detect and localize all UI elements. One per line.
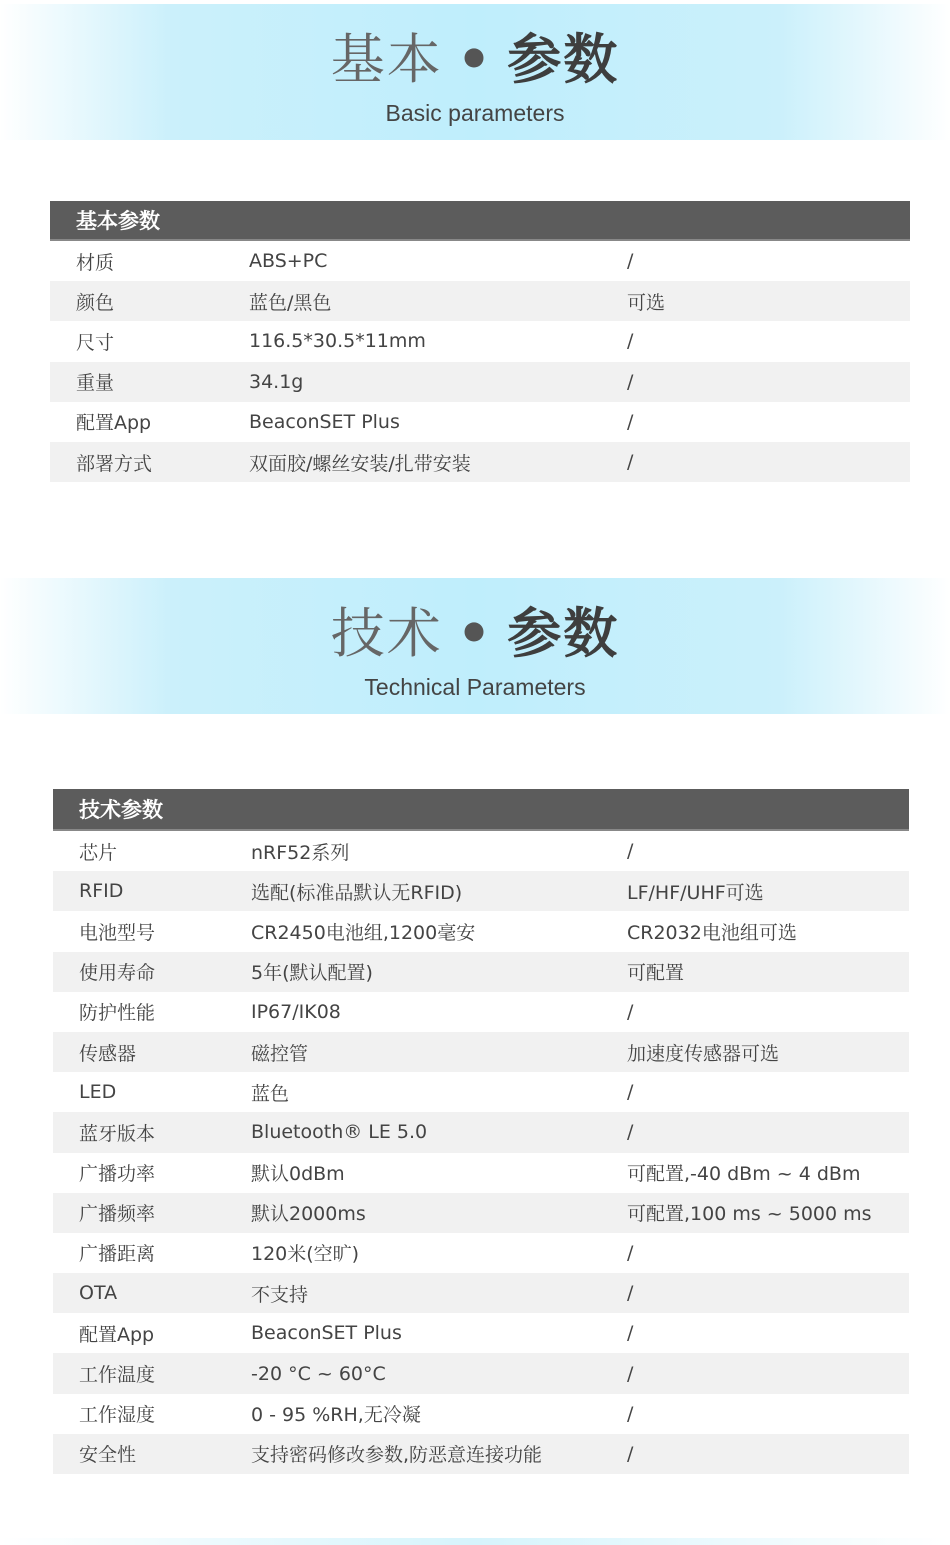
cell-value: 0 - 95 %RH,无冷凝 (251, 1404, 421, 1427)
cell-name: 传感器 (79, 1042, 137, 1065)
cell-name: RFID (79, 880, 124, 903)
cell-note: / (627, 1442, 634, 1465)
table-header: 基本参数 (50, 201, 910, 241)
cell-name: 广播功率 (79, 1163, 156, 1186)
table-body (53, 831, 909, 1474)
cell-value: IP67/IK08 (251, 1000, 341, 1023)
title-dot: • (456, 28, 494, 91)
cell-name: 广播频率 (79, 1203, 156, 1226)
cell-name: 材质 (76, 251, 115, 274)
table-row (50, 442, 910, 482)
cell-name: 蓝牙版本 (79, 1122, 156, 1145)
cell-value: BeaconSET Plus (251, 1322, 402, 1345)
technical-parameters-banner (0, 578, 950, 714)
cell-value: 默认2000ms (251, 1203, 366, 1226)
cell-value: ABS+PC (249, 250, 328, 273)
cell-note: CR2032电池组可选 (627, 921, 797, 944)
cell-value: -20 °C ~ 60°C (251, 1362, 386, 1385)
section-title (0, 602, 950, 666)
cell-note: / (627, 1121, 634, 1144)
table-row (53, 1112, 909, 1152)
cell-note: LF/HF/UHF可选 (627, 881, 764, 904)
basic-parameters-table (50, 201, 910, 482)
cell-value: 5年(默认配置) (251, 962, 373, 985)
table-row (50, 281, 910, 321)
technical-parameters-table (53, 789, 909, 1474)
table-row (50, 402, 910, 442)
title-bold-text: 参数 (507, 28, 620, 91)
cell-name: 配置App (79, 1323, 155, 1346)
table-row (53, 1072, 909, 1112)
cell-note: 可配置,-40 dBm ~ 4 dBm (627, 1163, 861, 1186)
cell-value: 不支持 (251, 1283, 309, 1306)
table-row (50, 241, 910, 281)
cell-note: / (627, 1362, 634, 1385)
table-row (50, 321, 910, 361)
cell-note: / (627, 1000, 634, 1023)
cell-name: 芯片 (79, 841, 118, 864)
cell-value: CR2450电池组,1200毫安 (251, 921, 476, 944)
cell-note: 可选 (627, 291, 666, 314)
title-dot: • (456, 602, 494, 665)
section-title (0, 28, 950, 92)
cell-value: 34.1g (249, 370, 304, 393)
table-row (53, 1394, 909, 1434)
table-row (53, 1153, 909, 1193)
cell-note: / (627, 1081, 634, 1104)
cell-value: Bluetooth® LE 5.0 (251, 1121, 428, 1144)
cell-note: / (627, 1282, 634, 1305)
cell-value: 默认0dBm (251, 1163, 345, 1186)
table-header: 技术参数 (53, 789, 909, 831)
table-row (53, 1353, 909, 1393)
section-subtitle: Technical Parameters (364, 674, 586, 700)
cell-value: 蓝色/黑色 (249, 291, 332, 314)
cell-name: LED (79, 1081, 117, 1104)
cell-note: / (627, 410, 634, 433)
cell-note: / (627, 370, 634, 393)
cell-value: 双面胶/螺丝安装/扎带安装 (249, 452, 471, 475)
table-row (53, 1313, 909, 1353)
cell-note: / (627, 451, 634, 474)
title-light-text: 技术 (330, 602, 443, 665)
cell-value: nRF52系列 (251, 841, 350, 864)
cell-name: 使用寿命 (79, 962, 156, 985)
table-row (53, 952, 909, 992)
table-row (53, 1193, 909, 1233)
cell-note: 可配置,100 ms ~ 5000 ms (627, 1203, 872, 1226)
cell-note: / (627, 330, 634, 353)
table-row (53, 871, 909, 911)
cell-name: 颜色 (76, 291, 115, 314)
cell-value: 蓝色 (251, 1082, 290, 1105)
cell-name: 防护性能 (79, 1002, 156, 1025)
title-light-text: 基本 (330, 28, 443, 91)
cell-name: 配置App (76, 412, 152, 435)
cell-value: 磁控管 (251, 1042, 309, 1065)
cell-value: 120米(空旷) (251, 1243, 360, 1266)
table-row (53, 1233, 909, 1273)
basic-parameters-banner (0, 4, 950, 140)
cell-name: 电池型号 (79, 921, 156, 944)
table-row (53, 911, 909, 951)
table-body (50, 241, 910, 482)
cell-name: 尺寸 (76, 331, 115, 354)
cell-value: BeaconSET Plus (249, 410, 400, 433)
table-row (53, 992, 909, 1032)
cell-name: 工作温度 (79, 1364, 156, 1387)
bottom-decor (0, 1538, 950, 1545)
section-subtitle: Basic parameters (385, 100, 565, 126)
cell-name: OTA (79, 1282, 118, 1305)
table-row (53, 831, 909, 871)
cell-note: / (627, 250, 634, 273)
cell-note: 加速度传感器可选 (627, 1042, 780, 1065)
cell-name: 部署方式 (76, 452, 153, 475)
table-row (50, 362, 910, 402)
table-row (53, 1032, 909, 1072)
table-row (53, 1273, 909, 1313)
cell-name: 重量 (76, 372, 115, 395)
cell-value: 选配(标准品默认无RFID) (251, 881, 463, 904)
cell-name: 安全性 (79, 1444, 137, 1467)
cell-note: / (627, 840, 634, 863)
cell-note: 可配置 (627, 962, 685, 985)
cell-note: / (627, 1322, 634, 1345)
cell-note: / (627, 1241, 634, 1264)
cell-name: 广播距离 (79, 1243, 156, 1266)
title-bold-text: 参数 (507, 602, 620, 665)
cell-note: / (627, 1402, 634, 1425)
table-row (53, 1434, 909, 1474)
cell-value: 116.5*30.5*11mm (249, 330, 426, 353)
cell-name: 工作湿度 (79, 1404, 156, 1427)
cell-value: 支持密码修改参数,防恶意连接功能 (251, 1444, 543, 1467)
